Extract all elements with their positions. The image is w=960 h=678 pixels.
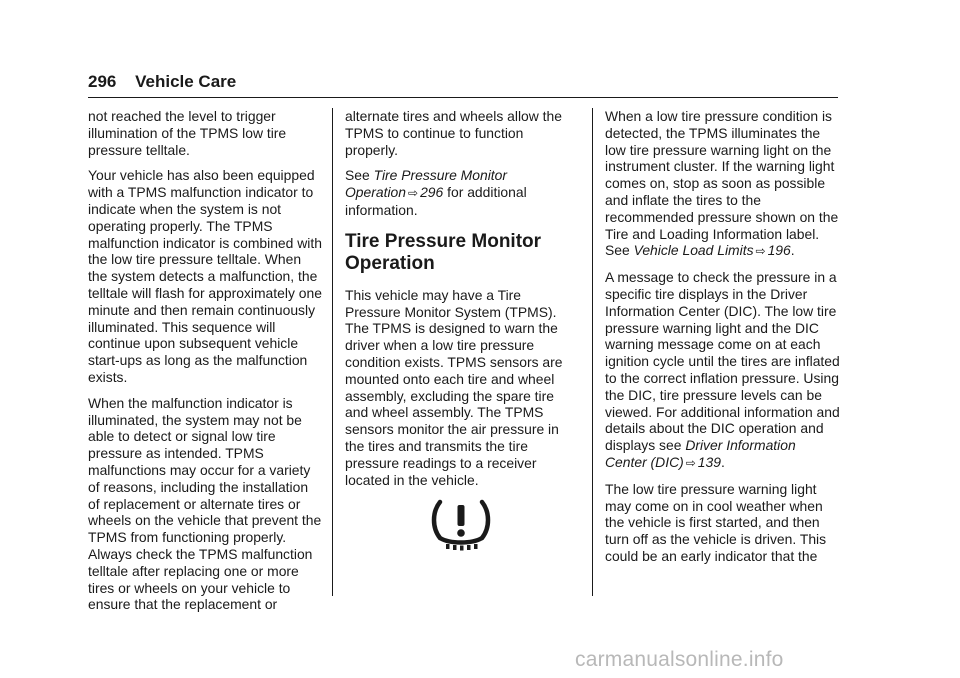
paragraph: alternate tires and wheels allow the TPMS to continue to function properly. bbox=[345, 108, 562, 158]
paragraph: The low tire pressure warning light may come on in cool weather when the vehicle is first started, and then turn off as the vehicle is driven. This could be an early indicator that the bbox=[605, 480, 827, 564]
see-suffix: for additional information. bbox=[345, 184, 527, 218]
watermark: carmanualsonline.info bbox=[575, 648, 784, 671]
header-rule bbox=[88, 97, 838, 98]
period: . bbox=[720, 453, 725, 470]
cross-reference-page[interactable]: 296 bbox=[420, 184, 444, 201]
paragraph: This vehicle may have a Tire Pressure Monitor System (TPMS). The TPMS is designed to warn the driver when a low tire pressure condition exists. TPMS sensors are mounted onto each tire and wheel assembly, excluding the spare tire and wheel assembly. The TPMS sensors monitor the air pressure in the tires and transmits the tire pressure readings to a receiver located in the vehicle. bbox=[345, 286, 563, 488]
column-1 bbox=[88, 108, 322, 622]
paragraph-with-ref bbox=[605, 108, 841, 260]
cross-reference-link[interactable]: Driver Information Center (DIC) bbox=[605, 437, 796, 470]
column-3 bbox=[605, 108, 841, 574]
column-divider-1 bbox=[332, 108, 333, 596]
page-arrow-icon: ⇨ bbox=[408, 186, 419, 201]
page-header bbox=[88, 72, 836, 92]
section-title: Vehicle Care bbox=[135, 72, 237, 91]
paragraph: Your vehicle has also been equipped with a TPMS malfunction indicator to indicate when the system is not operating properly. The TPMS malfunction indicator is combined with the low tire pressure telltale. When the system detects a malfunction, the telltale will flash for approximately one minute and then remain continuously illuminated. This sequence will continue upon subsequent vehicle start-ups as long as the malfunction exists. bbox=[88, 167, 322, 385]
page-arrow-icon: ⇨ bbox=[685, 455, 696, 470]
cross-reference-link[interactable]: Vehicle Load Limits bbox=[633, 242, 754, 259]
column-2 bbox=[345, 108, 578, 497]
paragraph-with-ref bbox=[605, 269, 841, 472]
cross-reference-link[interactable]: Tire Pressure Monitor Operation bbox=[345, 167, 507, 201]
page-number: 296 bbox=[88, 72, 117, 91]
see-text: See bbox=[345, 167, 374, 184]
cross-reference-page[interactable]: 139 bbox=[697, 453, 721, 470]
paragraph: When the malfunction indicator is illuminated, the system may not be able to detect or signal low tire pressure as intended. TPMS malfunctions may occur for a variety of reasons, including the installation of replacement or alternate tires or wheels on the vehicle that prevent the TPMS from functioning properly. Always check the TPMS malfunction telltale after replacing one or more tires or wheels on your vehicle to ensure that the replacement or bbox=[88, 394, 322, 613]
paragraph-text: When a low tire pressure condition is detected, the TPMS illuminates the low tire pressure warning light on the instrument cluster. If the warning light comes on, stop as soon as possible and inflate the tires to the recommended pressure shown on the Tire and Loading Information label. See bbox=[605, 108, 839, 259]
paragraph: not reached the level to trigger illumination of the TPMS low tire pressure telltale. bbox=[88, 108, 287, 158]
tpms-warning-icon bbox=[428, 494, 494, 552]
paragraph-see-ref bbox=[345, 167, 578, 218]
paragraph-text: A message to check the pressure in a specific tire displays in the Driver Information Center (DIC). The low tire pressure warning light and the DIC warning message come on at each ignition cycle until the tires are inflated to the correct inflation pressure. Using the DIC, tire pressure levels can be viewed. For additional information and details about the DIC operation and displays see bbox=[605, 269, 840, 454]
cross-reference-page[interactable]: 196 bbox=[767, 242, 791, 259]
period: . bbox=[790, 242, 795, 259]
page-arrow-icon: ⇨ bbox=[755, 244, 766, 259]
column-divider-2 bbox=[592, 108, 593, 596]
section-heading: Tire Pressure Monitor Operation bbox=[345, 230, 542, 274]
